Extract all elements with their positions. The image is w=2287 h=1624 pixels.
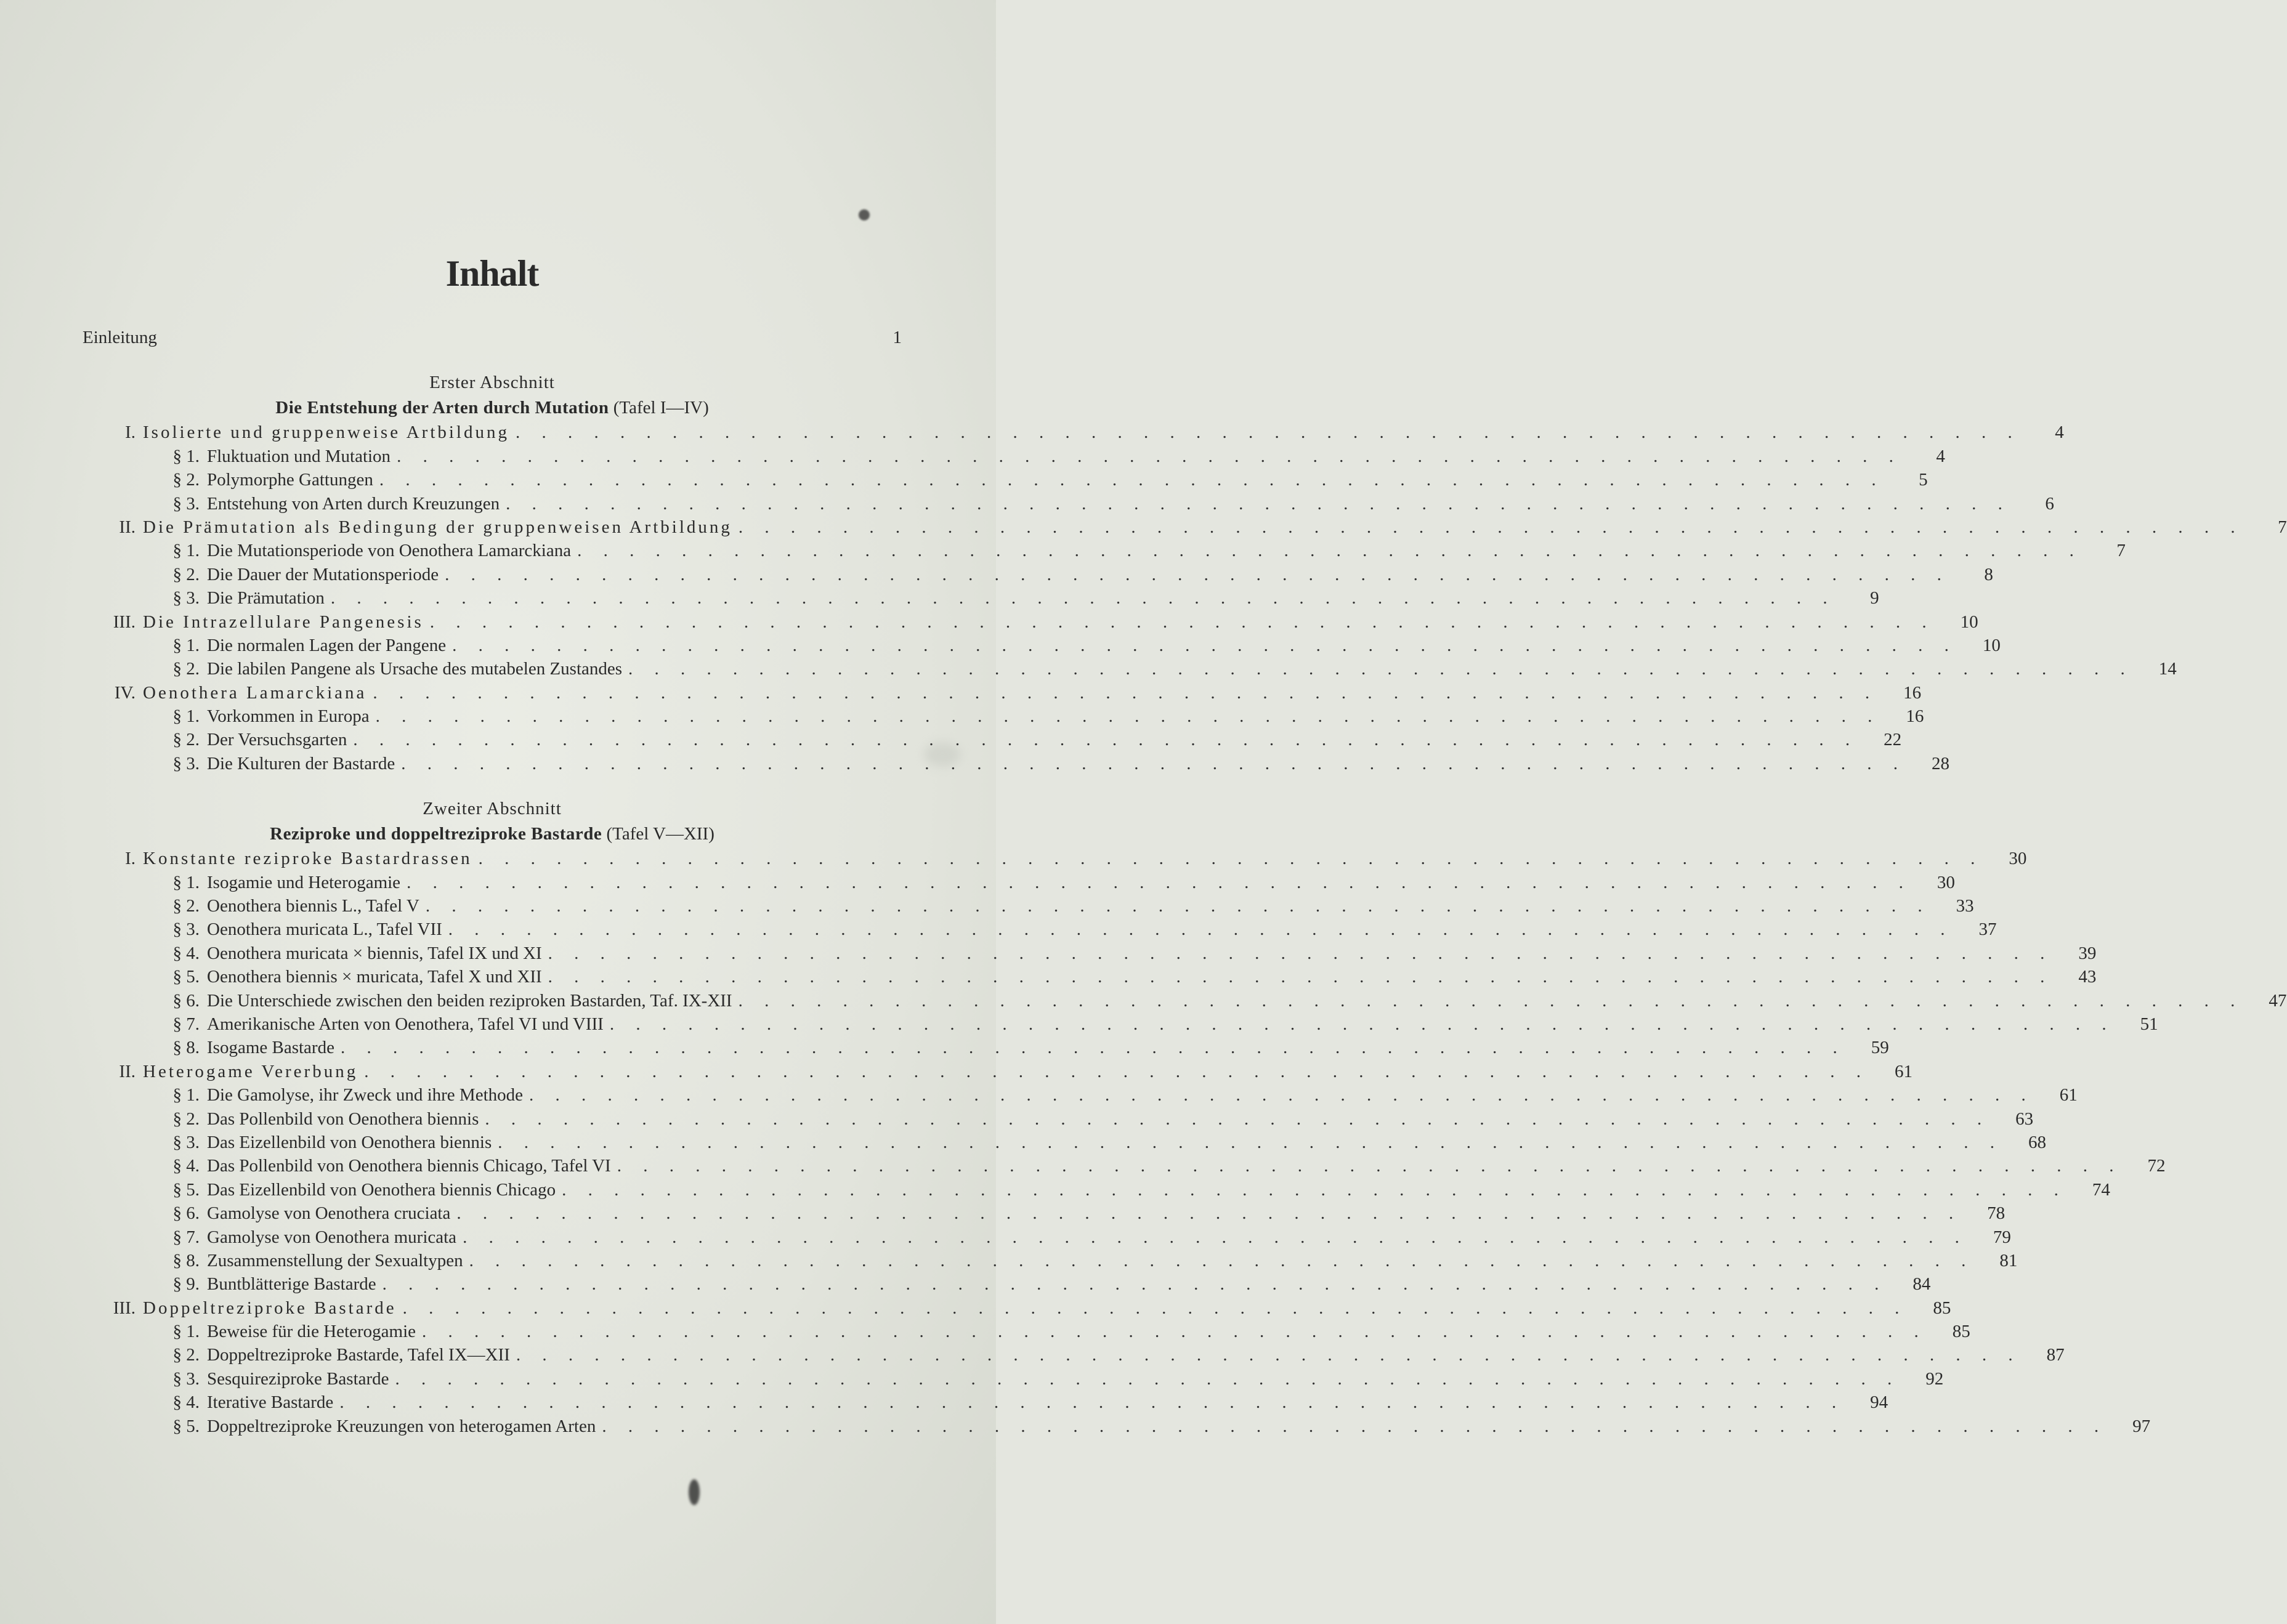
page-number: 72 <box>2147 1156 2166 1176</box>
leader-dots: . . . . . . . . . . . . . . . . . . . . . . . . . . . . . . . . . . . . . . . . . . . . . . . . . . . . . . . . . . <box>562 1179 2067 1200</box>
section-title: Beweise für die Heterogamie <box>207 1322 416 1342</box>
part-subtitle: Die Entstehung der Arten durch Mutation <box>275 398 609 418</box>
page-number: 78 <box>1987 1203 2006 1224</box>
section-number: § 3. <box>172 1132 200 1152</box>
toc-section[interactable] <box>83 1272 1931 1296</box>
section-number: § 9. <box>172 1274 200 1295</box>
section-title: Fluktuation und Mutation <box>207 446 391 466</box>
toc-section[interactable] <box>83 1343 2065 1367</box>
section-number: § 4. <box>172 1156 200 1176</box>
toc-section[interactable] <box>83 1036 1889 1059</box>
section-number: § 8. <box>172 1038 200 1058</box>
section-number: § 3. <box>172 753 200 774</box>
page-number: 28 <box>1931 753 1949 774</box>
page-number: 68 <box>2028 1132 2047 1152</box>
page-number: 81 <box>1999 1250 2018 1271</box>
toc-entry-introduction[interactable] <box>83 326 902 349</box>
leader-dots: . . . . . . . . . . . . . . . . . . . . . . . . . . . . . . . . . . . . . . . . . . . . . . . . . . . . . . . . . . <box>448 919 1954 940</box>
toc-section[interactable] <box>83 1012 2158 1036</box>
leader-dots: . . . . . . . . . . . . . . . . . . . . . . . . . . . . . . . . . . . . . . . . . . . . . . . . . . . . . . . . . . <box>498 1132 2004 1152</box>
leader-dots: . . . . . . . . . . . . . . . . . . . . . . . . . . . . . . . . . . . . . . . . . . . . . . . . . . . . . . . . . . <box>382 1274 1888 1295</box>
section-title: Die Kulturen der Bastarde <box>207 753 395 774</box>
toc-section[interactable] <box>83 1107 2034 1131</box>
part-heading: Zweiter Abschnitt <box>423 799 562 819</box>
toc-section[interactable] <box>83 1202 2006 1225</box>
leader-dots: . . . . . . . . . . . . . . . . . . . . . . . . . . . . . . . . . . . . . . . . . . . . . . . . . . . . . . . . . . <box>548 967 2054 987</box>
toc-section[interactable] <box>83 1178 2110 1202</box>
section-title: Iterative Bastarde <box>207 1392 334 1413</box>
page-number: 4 <box>2055 422 2064 443</box>
toc-section[interactable] <box>83 918 1997 941</box>
leader-dots: . . . . . . . . . . . . . . . . . . . . . . . . . . . . . . . . . . . . . . . . . . . . . . . . . . . . . . . . . . <box>516 1345 2022 1365</box>
section-title: Die normalen Lagen der Pangene <box>207 635 447 655</box>
leader-dots: . . . . . . . . . . . . . . . . . . . . . . . . . . . . . . . . . . . . . . . . . . . . . . . . . . . . . . . . . . <box>506 493 2011 514</box>
section-number: § 6. <box>172 990 200 1011</box>
leader-dots: . . . . . . . . . . . . . . . . . . . . . . . . . . . . . . . . . . . . . . . . . . . . . . . . . . . . . . . . . . <box>609 1014 2115 1034</box>
toc-section[interactable] <box>83 468 1928 491</box>
part-heading: Erster Abschnitt <box>429 373 555 393</box>
toc-section[interactable] <box>83 1415 2151 1438</box>
toc-chapter[interactable] <box>83 610 1978 634</box>
section-number: § 2. <box>172 470 200 490</box>
section-number: § 3. <box>172 1368 200 1389</box>
toc-section[interactable] <box>83 1154 2166 1178</box>
section-title: Doppeltreziproke Bastarde, Tafel IX—XII <box>207 1345 510 1365</box>
section-number: § 7. <box>172 1227 200 1247</box>
chapter-title: Isolierte und gruppenweise Artbildung <box>143 422 509 443</box>
leader-dots: . . . . . . . . . . . . . . . . . . . . . . . . . . . . . . . . . . . . . . . . . . . . . . . . . . . . . . . . . . <box>456 1203 1962 1224</box>
part-plates: (Tafel I—IV) <box>613 398 709 418</box>
page-number: 39 <box>2078 943 2097 963</box>
page-number: 87 <box>2046 1345 2065 1365</box>
leader-dots: . . . . . . . . . . . . . . . . . . . . . . . . . . . . . . . . . . . . . . . . . . . . . . . . . . . . . . . . . . <box>485 1109 1991 1129</box>
page-number: 10 <box>1960 612 1978 632</box>
leader-dots: . . . . . . . . . . . . . . . . . . . . . . . . . . . . . . . . . . . . . . . . . . . . . . . . . . . . . . . . . . <box>529 1085 2034 1105</box>
section-number: § 5. <box>172 1179 200 1200</box>
section-title: Die Dauer der Mutationsperiode <box>207 564 439 584</box>
toc-section[interactable] <box>83 1249 2018 1272</box>
leader-dots: . . . . . . . . . . . . . . . . . . . . . . . . . . . . . . . . . . . . . . . . . . . . . . . . . . . . . . . . . . <box>330 588 1836 608</box>
section-title: Das Pollenbild von Oenothera biennis Chicago, Tafel VI <box>207 1156 611 1176</box>
leader-dots: . . . . . . . . . . . . . . . . . . . . . . . . . . . . . . . . . . . . . . . . . . . . . . . . . . . . . . . . . . <box>429 612 1935 632</box>
leader-dots: . . . . . . . . . . . . . . . . . . . . . . . . . . . . . . . . . . . . . . . . . . . . . . . . . . . . . . . . . . <box>628 659 2134 679</box>
section-title: Zusammenstellung der Sexualtypen <box>207 1250 463 1271</box>
section-title: Die labilen Pangene als Ursache des mutabelen Zustandes <box>207 659 623 679</box>
chapter-number: IV. <box>114 682 136 703</box>
section-title: Isogame Bastarde <box>207 1038 334 1058</box>
chapter-number: I. <box>125 422 136 443</box>
section-number: § 7. <box>172 1014 200 1034</box>
section-title: Doppeltreziproke Kreuzungen von heterogamen Arten <box>207 1416 596 1436</box>
toc-section[interactable] <box>83 894 1974 918</box>
section-number: § 2. <box>172 564 200 584</box>
part-subtitle: Reziproke und doppeltreziproke Bastarde <box>270 824 602 844</box>
page-number: 84 <box>1913 1274 1931 1295</box>
spacer <box>83 775 902 796</box>
leader-dots: . . . . . . . . . . . . . . . . . . . . . . . . . . . . . . . . . . . . . . . . . . . . . . . . . . . . . . . . . . <box>407 872 1912 892</box>
leader-dots: . . . . . . . . . . . . . . . . . . . . . . . . . . . . . . . . . . . . . . . . . . . . . . . . . . . . . . . . . . <box>617 1156 2123 1176</box>
toc-section[interactable] <box>83 752 1949 775</box>
toc-section[interactable] <box>83 871 1955 894</box>
leader-dots: . . . . . . . . . . . . . . . . . . . . . . . . . . . . . . . . . . . . . . . . . . . . . . . . . . . . . . . . . . <box>422 1322 1927 1342</box>
toc-chapter[interactable] <box>83 681 1922 705</box>
chapter-title: Oenothera Lamarckiana <box>143 682 367 703</box>
toc-chapter[interactable] <box>83 421 2064 444</box>
ink-speck <box>689 1479 700 1505</box>
toc-chapter[interactable] <box>83 847 2027 870</box>
page-number: 47 <box>2269 990 2287 1011</box>
spacer <box>83 349 902 370</box>
page-number: 61 <box>1894 1061 1913 1081</box>
section-title: Oenothera muricata × biennis, Tafel IX und XI <box>207 943 542 963</box>
page-number: 10 <box>1982 635 2001 655</box>
toc-section[interactable] <box>83 492 2054 515</box>
section-title: Das Eizellenbild von Oenothera biennis Chicago <box>207 1179 556 1200</box>
section-number: § 2. <box>172 896 200 916</box>
toc-section[interactable] <box>83 563 1993 586</box>
part-plates: (Tafel V—XII) <box>606 824 714 844</box>
section-title: Buntblätterige Bastarde <box>207 1274 376 1295</box>
entry-label: Einleitung <box>83 328 157 347</box>
page-number: 6 <box>2045 493 2054 514</box>
section-number: § 1. <box>172 706 200 727</box>
section-number: § 3. <box>172 493 200 514</box>
section-title: Oenothera biennis × muricata, Tafel X und XII <box>207 967 542 987</box>
section-title: Die Prämutation <box>207 588 325 608</box>
section-number: § 4. <box>172 1392 200 1413</box>
chapter-title: Doppeltreziproke Bastarde <box>143 1298 397 1318</box>
leader-dots: . . . . . . . . . . . . . . . . . . . . . . . . . . . . . . . . . . . . . . . . . . . . . . . . . . . . . . . . . . <box>469 1250 1975 1271</box>
chapter-number: III. <box>113 612 136 632</box>
table-of-contents <box>83 252 2287 1438</box>
leader-dots: . . . . . . . . . . . . . . . . . . . . . . . . . . . . . . . . . . . . . . . . . . . . . . . . . . . . . . . . . . <box>577 541 2083 561</box>
leader-dots: . . . . . . . . . . . . . . . . . . . . . . . . . . . . . . . . . . . . . . . . . . . . . . . . . . . . . . . . . . <box>339 1392 1845 1413</box>
section-number: § 5. <box>172 967 200 987</box>
leader-dots: . . . . . . . . . . . . . . . . . . . . . . . . . . . . . . . . . . . . . . . . . . . . . . . . . . . . . . . . . . <box>548 943 2054 963</box>
leader-dots: . . . . . . . . . . . . . . . . . . . . . . . . . . . . . . . . . . . . . . . . . . . . . . . . . . . . . . . . . . <box>401 753 1906 774</box>
toc-section[interactable] <box>83 657 2177 681</box>
leader-dots: . . . . . . . . . . . . . . . . . . . . . . . . . . . . . . . . . . . . . . . . . . . . . . . . . . . . . . . . . . <box>397 446 1902 466</box>
section-number: § 1. <box>172 1322 200 1342</box>
section-title: Gamolyse von Oenothera cruciata <box>207 1203 451 1224</box>
toc-section[interactable] <box>83 1367 1944 1391</box>
section-title: Die Unterschiede zwischen den beiden reziproken Bastarden, Taf. IX-XII <box>207 990 732 1011</box>
page-number: 30 <box>2009 849 2027 869</box>
leader-dots: . . . . . . . . . . . . . . . . . . . . . . . . . . . . . . . . . . . . . . . . . . . . . . . . . . . . . . . . . . <box>353 730 1859 750</box>
section-title: Polymorphe Gattungen <box>207 470 373 490</box>
page-number: 63 <box>2015 1109 2034 1129</box>
page-number: 30 <box>1937 872 1955 892</box>
leader-dots: . . . . . . . . . . . . . . . . . . . . . . . . . . . . . . . . . . . . . . . . . . . . . . . . . . . . . . . . . . <box>364 1061 1869 1081</box>
page-number: 5 <box>1919 470 1928 490</box>
page-number: 74 <box>2092 1179 2110 1200</box>
page-number: 7 <box>2278 517 2287 537</box>
page-number: 1 <box>893 328 902 347</box>
section-number: § 1. <box>172 872 200 892</box>
section-title: Das Eizellenbild von Oenothera biennis <box>207 1132 492 1152</box>
section-title: Amerikanische Arten von Oenothera, Tafel VI und VIII <box>207 1014 604 1034</box>
chapter-number: I. <box>125 849 136 869</box>
toc-section[interactable] <box>83 445 1945 468</box>
page-number: 16 <box>1906 706 1924 727</box>
leader-dots: . . . . . . . . . . . . . . . . . . . . . . . . . . . . . . . . . . . . . . . . . . . . . . . . . . . . . . . . . . <box>738 517 2244 537</box>
chapter-title: Die Intrazellulare Pangenesis <box>143 612 424 632</box>
leader-dots: . . . . . . . . . . . . . . . . . . . . . . . . . . . . . . . . . . . . . . . . . . . . . . . . . . . . . . . . . . <box>375 706 1881 727</box>
toc-section[interactable] <box>83 539 2126 562</box>
chapter-number: II. <box>119 1061 136 1081</box>
page-number: 85 <box>1933 1298 1951 1318</box>
section-title: Die Gamolyse, ihr Zweck und ihre Methode <box>207 1085 523 1105</box>
leader-dots: . . . . . . . . . . . . . . . . . . . . . . . . . . . . . . . . . . . . . . . . . . . . . . . . . . . . . . . . . . <box>738 990 2244 1011</box>
leader-dots: . . . . . . . . . . . . . . . . . . . . . . . . . . . . . . . . . . . . . . . . . . . . . . . . . . . . . . . . . . <box>379 470 1885 490</box>
page-number: 9 <box>1870 588 1879 608</box>
section-title: Vorkommen in Europa <box>207 706 370 727</box>
section-title: Oenothera muricata L., Tafel VII <box>207 919 442 940</box>
chapter-number: II. <box>119 517 136 537</box>
leader-dots: . . . . . . . . . . . . . . . . . . . . . . . . . . . . . . . . . . . . . . . . . . . . . . . . . . . . . . . . . . <box>395 1368 1901 1389</box>
page-number: 33 <box>1956 896 1974 916</box>
section-number: § 4. <box>172 943 200 963</box>
section-number: § 1. <box>172 541 200 561</box>
section-title: Die Mutationsperiode von Oenothera Lamarckiana <box>207 541 572 561</box>
section-title: Entstehung von Arten durch Kreuzungen <box>207 493 500 514</box>
chapter-title: Heterogame Vererbung <box>143 1061 358 1081</box>
page-number: 14 <box>2158 659 2177 679</box>
page-number: 8 <box>1984 564 1993 584</box>
toc-section[interactable] <box>83 965 2097 988</box>
toc-section[interactable] <box>83 728 1902 751</box>
leader-dots: . . . . . . . . . . . . . . . . . . . . . . . . . . . . . . . . . . . . . . . . . . . . . . . . . . . . . . . . . . <box>402 1298 1908 1318</box>
toc-section[interactable] <box>83 705 1924 728</box>
chapter-title: Die Prämutation als Bedingung der gruppenweisen Artbildung <box>143 517 732 537</box>
section-title: Isogamie und Heterogamie <box>207 872 401 892</box>
section-title: Gamolyse von Oenothera muricata <box>207 1227 457 1247</box>
chapter-number: III. <box>113 1298 136 1318</box>
toc-section[interactable] <box>83 586 1879 610</box>
toc-section[interactable] <box>83 634 2001 657</box>
page-number: 4 <box>1936 446 1945 466</box>
part-subtitle-line <box>83 821 902 847</box>
leader-dots: . . . . . . . . . . . . . . . . . . . . . . . . . . . . . . . . . . . . . . . . . . . . . . . . . . . . . . . . . . <box>602 1416 2108 1436</box>
ink-speck <box>859 209 870 220</box>
toc-section[interactable] <box>83 1226 2011 1249</box>
section-title: Sesquireziproke Bastarde <box>207 1368 389 1389</box>
section-number: § 2. <box>172 1345 200 1365</box>
toc-chapter[interactable] <box>83 1296 1951 1320</box>
leader-dots: . . . . . . . . . . . . . . . . . . . . . . . . . . . . . . . . . . . . . . . . . . . . . . . . . . . . . . . . . . <box>445 564 1950 584</box>
toc-section[interactable] <box>83 1320 1970 1343</box>
toc-section[interactable] <box>83 1083 2078 1107</box>
page-number: 92 <box>1925 1368 1944 1389</box>
page-number: 16 <box>1903 682 1922 703</box>
page-number: 7 <box>2116 541 2126 561</box>
page-number: 51 <box>2140 1014 2158 1034</box>
section-number: § 2. <box>172 659 200 679</box>
section-number: § 5. <box>172 1416 200 1436</box>
section-number: § 6. <box>172 1203 200 1224</box>
toc-chapter[interactable] <box>83 1060 1913 1083</box>
leader-dots: . . . . . . . . . . . . . . . . . . . . . . . . . . . . . . . . . . . . . . . . . . . . . . . . . . . . . . . . . . <box>478 849 1984 869</box>
section-number: § 3. <box>172 588 200 608</box>
page-number: 22 <box>1884 730 1902 750</box>
leader-dots: . . . . . . . . . . . . . . . . . . . . . . . . . . . . . . . . . . . . . . . . . . . . . . . . . . . . . . . . . . <box>373 682 1879 703</box>
section-number: § 3. <box>172 919 200 940</box>
page-number: 37 <box>1978 919 1997 940</box>
leader-dots: . . . . . . . . . . . . . . . . . . . . . . . . . . . . . . . . . . . . . . . . . . . . . . . . . . . . . . . . . . <box>425 896 1931 916</box>
leader-dots: . . . . . . . . . . . . . . . . . . . . . . . . . . . . . . . . . . . . . . . . . . . . . . . . . . . . . . . . . . <box>452 635 1957 655</box>
toc-section[interactable] <box>83 942 2097 965</box>
page-number: 79 <box>1993 1227 2011 1247</box>
section-number: § 1. <box>172 635 200 655</box>
toc-chapter[interactable] <box>83 515 2287 539</box>
toc-section[interactable] <box>83 989 2287 1012</box>
section-title: Das Pollenbild von Oenothera biennis <box>207 1109 479 1129</box>
section-title: Der Versuchsgarten <box>207 730 347 750</box>
part-subtitle-line <box>83 395 902 421</box>
section-number: § 2. <box>172 1109 200 1129</box>
section-number: § 1. <box>172 446 200 466</box>
page-number: 85 <box>1952 1322 1970 1342</box>
page-number: 43 <box>2078 967 2097 987</box>
section-title: Oenothera biennis L., Tafel V <box>207 896 419 916</box>
section-number: § 2. <box>172 730 200 750</box>
section-number: § 1. <box>172 1085 200 1105</box>
toc-section[interactable] <box>83 1391 1888 1414</box>
page-number: 94 <box>1870 1392 1888 1413</box>
leader-dots: . . . . . . . . . . . . . . . . . . . . . . . . . . . . . . . . . . . . . . . . . . . . . . . . . . . . . . . . . . <box>463 1227 1968 1247</box>
section-number: § 8. <box>172 1250 200 1271</box>
toc-section[interactable] <box>83 1131 2047 1154</box>
leader-dots: . . . . . . . . . . . . . . . . . . . . . . . . . . . . . . . . . . . . . . . . . . . . . . . . . . . . . . . . . . <box>516 422 2021 443</box>
chapter-title: Konstante reziproke Bastardrassen <box>143 849 472 869</box>
page-number: 61 <box>2059 1085 2078 1105</box>
page-title: Inhalt <box>445 253 539 294</box>
page-number: 97 <box>2132 1416 2151 1436</box>
page-number: 59 <box>1871 1038 1889 1058</box>
leader-dots: . . . . . . . . . . . . . . . . . . . . . . . . . . . . . . . . . . . . . . . . . . . . . . . . . . . . . . . . . . <box>340 1038 1846 1058</box>
